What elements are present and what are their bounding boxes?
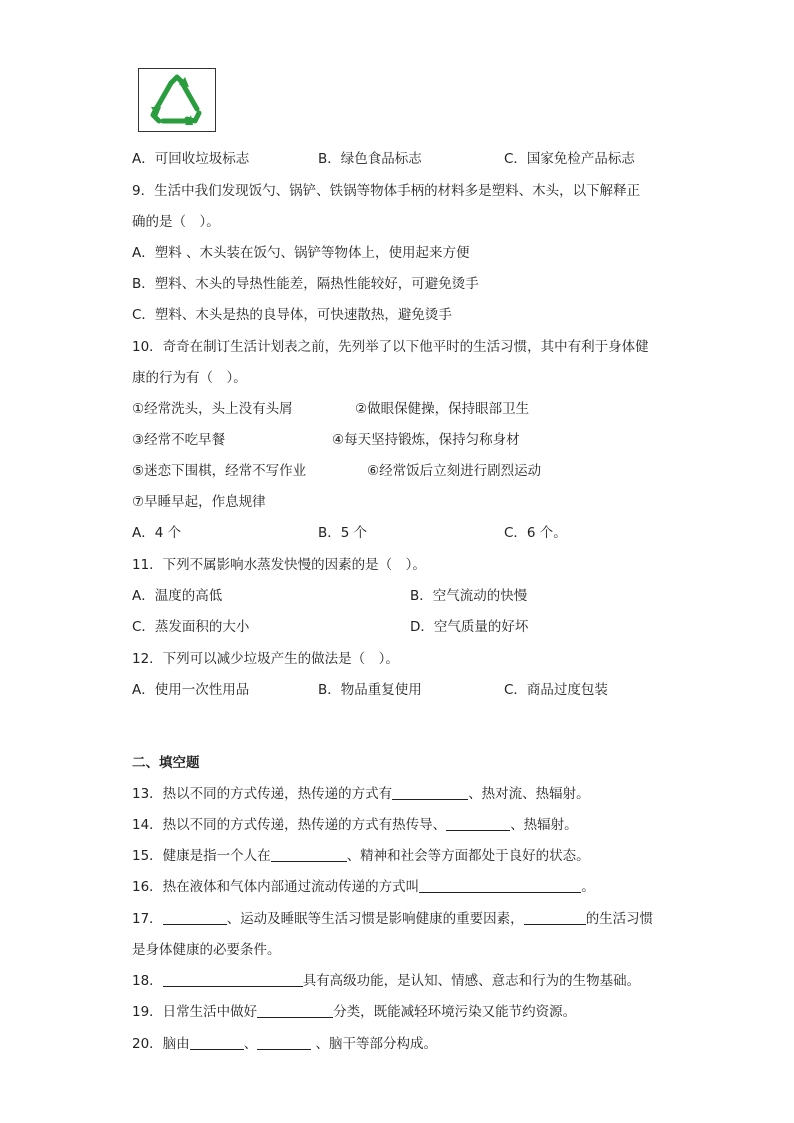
q9-stem-line1: 9．生活中我们发现饭勺、锅铲、铁锅等物体手柄的材料多是塑料、木头，以下解释正: [132, 183, 641, 199]
q10-item-2: ②做眼保健操，保持眼部卫生: [355, 401, 530, 417]
q10-item-1: ①经常洗头，头上没有头屑: [132, 401, 293, 417]
q19-text-b: 分类，既能减轻环境污染又能节约资源。: [333, 1004, 577, 1020]
q10-item-7: ⑦早睡早起，作息规律: [132, 494, 266, 510]
q11-option-c: C．蒸发面积的大小: [132, 619, 250, 635]
q10-stem-line1: 10．奇奇在制订生活计划表之前，先列举了以下他平时的生活习惯，其中有利于身体健: [132, 339, 649, 355]
q17-text-c: 的生活习惯: [585, 911, 654, 927]
q20-text-b: 、: [243, 1036, 258, 1052]
q16-text-a: 16．热在液体和气体内部通过流动传递的方式叫: [132, 879, 420, 895]
q10-item-6: ⑥经常饭后立刻进行剧烈运动: [367, 463, 542, 479]
q10-stem-line2: 康的行为有（ ）。: [132, 370, 247, 386]
q19-blank[interactable]: [257, 1003, 333, 1018]
q9-option-c: C．塑料、木头是热的良导体，可快速散热，避免烫手: [132, 307, 452, 323]
q9-option-a: A．塑料 、木头装在饭勺、锅铲等物体上，使用起来方便: [132, 245, 470, 261]
q19: [132, 1002, 576, 1022]
q11-option-d: D．空气质量的好坏: [410, 619, 529, 635]
q17-blank-2[interactable]: [524, 910, 586, 925]
q14-blank[interactable]: [446, 816, 510, 831]
q12-stem: 12．下列可以减少垃圾产生的做法是（ ）。: [132, 651, 399, 667]
q10-option-c: C．6 个。: [504, 525, 567, 541]
q10-item-3: ③经常不吃早餐: [132, 432, 226, 448]
q17-blank-1[interactable]: [163, 910, 227, 925]
recycle-logo-frame: [138, 68, 216, 132]
q17-line1: [132, 909, 653, 929]
q14-text-b: 、热辐射。: [510, 817, 578, 833]
q17-line2: 是身体健康的必要条件。: [132, 942, 281, 958]
q15-blank[interactable]: [271, 847, 347, 862]
q9-stem-line2: 确的是（ ）。: [132, 214, 220, 230]
q16-text-b: 。: [581, 879, 595, 895]
q11-option-a: A．温度的高低: [132, 588, 223, 604]
q13-text-a: 13．热以不同的方式传递，热传递的方式有: [132, 786, 393, 802]
q10-item-4: ④每天坚持锻炼，保持匀称身材: [332, 432, 520, 448]
q10-option-b: B．5 个: [318, 525, 368, 541]
q13-text-b: 、热对流、热辐射。: [468, 786, 590, 802]
q10-item-5: ⑤迷恋下围棋，经常不写作业: [132, 463, 307, 479]
q11-stem: 11．下列不属影响水蒸发快慢的因素的是（ ）。: [132, 557, 426, 573]
q14-text-a: 14．热以不同的方式传递，热传递的方式有热传导、: [132, 817, 447, 833]
q10-option-a: A．4 个: [132, 525, 182, 541]
q15-text-a: 15．健康是指一个人在: [132, 848, 271, 864]
q9-option-b: B．塑料、木头的导热性能差，隔热性能较好，可避免烫手: [132, 276, 479, 292]
section-title-fill-in: 二、填空题: [132, 755, 200, 771]
q20: [132, 1034, 437, 1054]
q17-text-b: 、运动及睡眠等生活习惯是影响健康的重要因素，: [226, 911, 524, 927]
q20-blank-2[interactable]: [257, 1035, 311, 1050]
q12-option-a: A．使用一次性用品: [132, 682, 250, 698]
q15-text-b: 、精神和社会等方面都处于良好的状态。: [346, 848, 590, 864]
q18: [132, 971, 640, 991]
recycle-icon: [145, 73, 209, 127]
q8-option-c: C．国家免检产品标志: [504, 151, 635, 167]
q18-text-b: 具有高级功能，是认知、情感、意志和行为的生物基础。: [302, 973, 641, 989]
q16-blank[interactable]: [419, 878, 581, 893]
q8-option-a: A．可回收垃圾标志: [132, 151, 250, 167]
q20-text-a: 20．脑由: [132, 1036, 190, 1052]
q12-option-b: B．物品重复使用: [318, 682, 422, 698]
q8-option-b: B．绿色食品标志: [318, 151, 422, 167]
q19-text-a: 19．日常生活中做好: [132, 1004, 258, 1020]
q20-blank-1[interactable]: [190, 1035, 244, 1050]
q13-blank[interactable]: [392, 785, 468, 800]
q13: [132, 784, 590, 804]
q20-text-c: 、脑干等部分构成。: [311, 1036, 437, 1052]
q17-text-a: 17．: [132, 911, 163, 927]
q18-blank[interactable]: [163, 972, 303, 987]
q11-option-b: B．空气流动的快慢: [410, 588, 528, 604]
q15: [132, 846, 590, 866]
q14: [132, 815, 578, 835]
q16: [132, 877, 595, 897]
q12-option-c: C．商品过度包装: [504, 682, 608, 698]
q18-text-a: 18．: [132, 973, 163, 989]
